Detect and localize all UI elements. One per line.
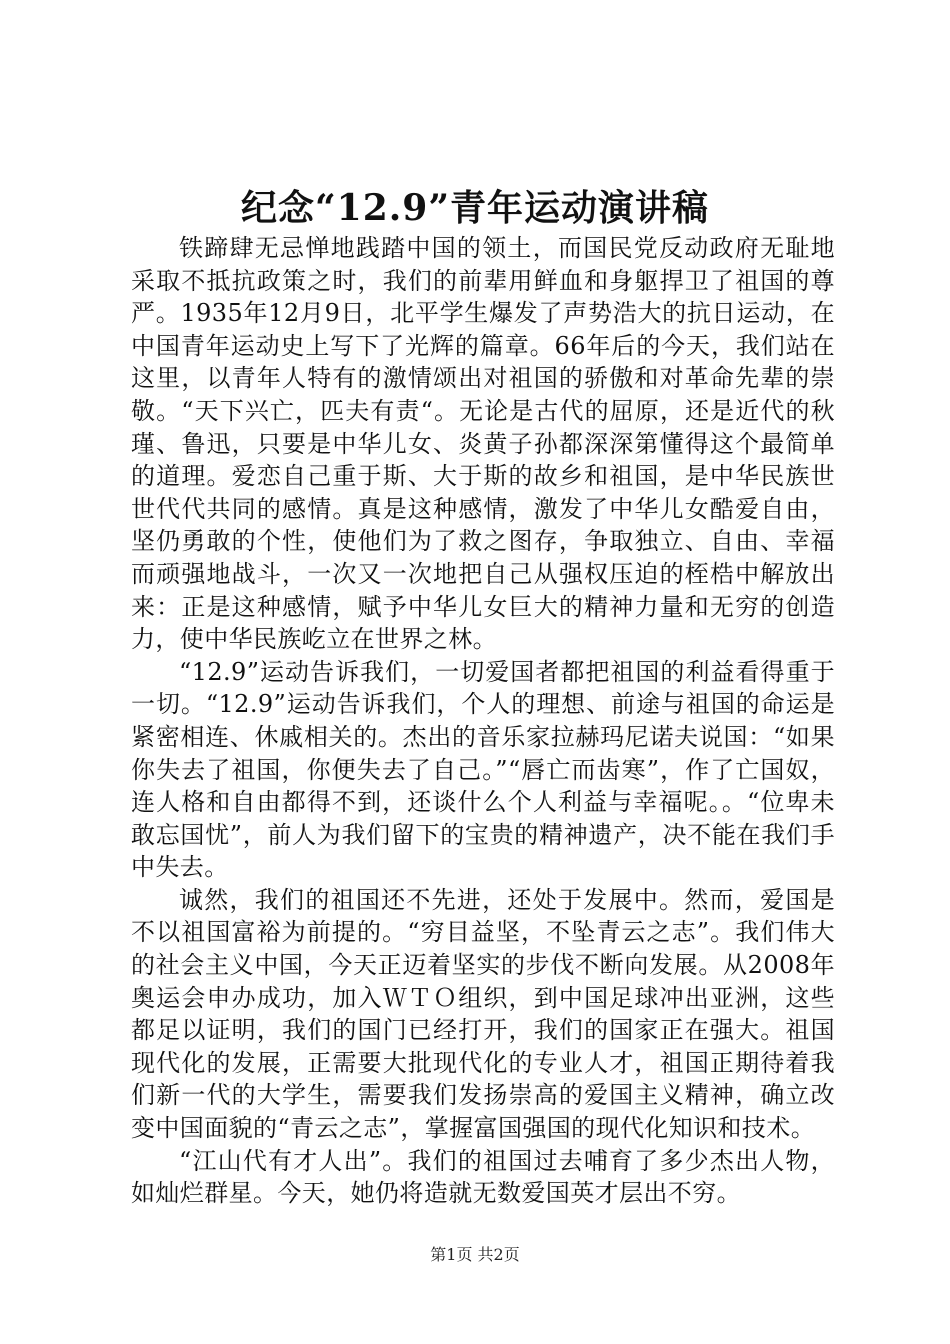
- paragraph-4: “江山代有才人出”。我们的祖国过去哺育了多少杰出人物，如灿烂群星。今天，她仍将造就无数爱国英才层出不穷。: [131, 1146, 835, 1208]
- paragraph-2: “12.9”运动告诉我们，一切爱国者都把祖国的利益看得重于一切。“12.9”运动告诉我们，个人的理想、前途与祖国的命运是紧密相连、休戚相关的。杰出的音乐家拉赫玛尼诺夫说国：“如果你失去了祖国，你便失去了自己。”“唇亡而齿寒”，作了亡国奴，连人格和自由都得不到，还谈什么个人利益与幸福呢。。“位卑未敢忘国忧”，前人为我们留下的宝贵的精神遗产，决不能在我们手中失去。: [131, 657, 835, 882]
- page-footer: 第1页 共2页: [430, 1245, 520, 1264]
- document-body: [131, 232, 835, 1210]
- document-title: 纪念“12.9”青年运动演讲稿: [240, 187, 710, 229]
- paragraph-3: 诚然，我们的祖国还不先进，还处于发展中。然而，爱国是不以祖国富裕为前提的。“穷目益坚，不坠青云之志”。我们伟大的社会主义中国，今天正迈着坚实的步伐不断向发展。从2008年奥运会申办成功，加入ＷＴＯ组织，到中国足球冲出亚洲，这些都足以证明，我们的国门已经打开，我们的国家正在强大。祖国现代化的发展，正需要大批现代化的专业人才，祖国正期待着我们新一代的大学生，需要我们发扬崇高的爱国主义精神，确立改变中国面貌的“青云之志”，掌握富国强国的现代化知识和技术。: [131, 885, 835, 1143]
- paragraph-1: 铁蹄肆无忌惮地践踏中国的领土，而国民党反动政府无耻地采取不抵抗政策之时，我们的前辈用鲜血和身躯捍卫了祖国的尊严。1935年12月9日，北平学生爆发了声势浩大的抗日运动，在中国青年运动史上写下了光辉的篇章。66年后的今天，我们站在这里，以青年人特有的激情颂出对祖国的骄傲和对革命先辈的崇敬。“天下兴亡，匹夫有责“。无论是古代的屈原，还是近代的秋瑾、鲁迅，只要是中华儿女、炎黄子孙都深深第懂得这个最简单的道理。爱恋自己重于斯、大于斯的故乡和祖国，是中华民族世世代代共同的感情。真是这种感情，激发了中华儿女酷爱自由，坚仍勇敢的个性，使他们为了救之图存，争取独立、自由、幸福而顽强地战斗，一次又一次地把自己从强权压迫的桎梏中解放出来：正是这种感情，赋予中华儿女巨大的精神力量和无穷的创造力，使中华民族屹立在世界之林。: [131, 234, 835, 654]
